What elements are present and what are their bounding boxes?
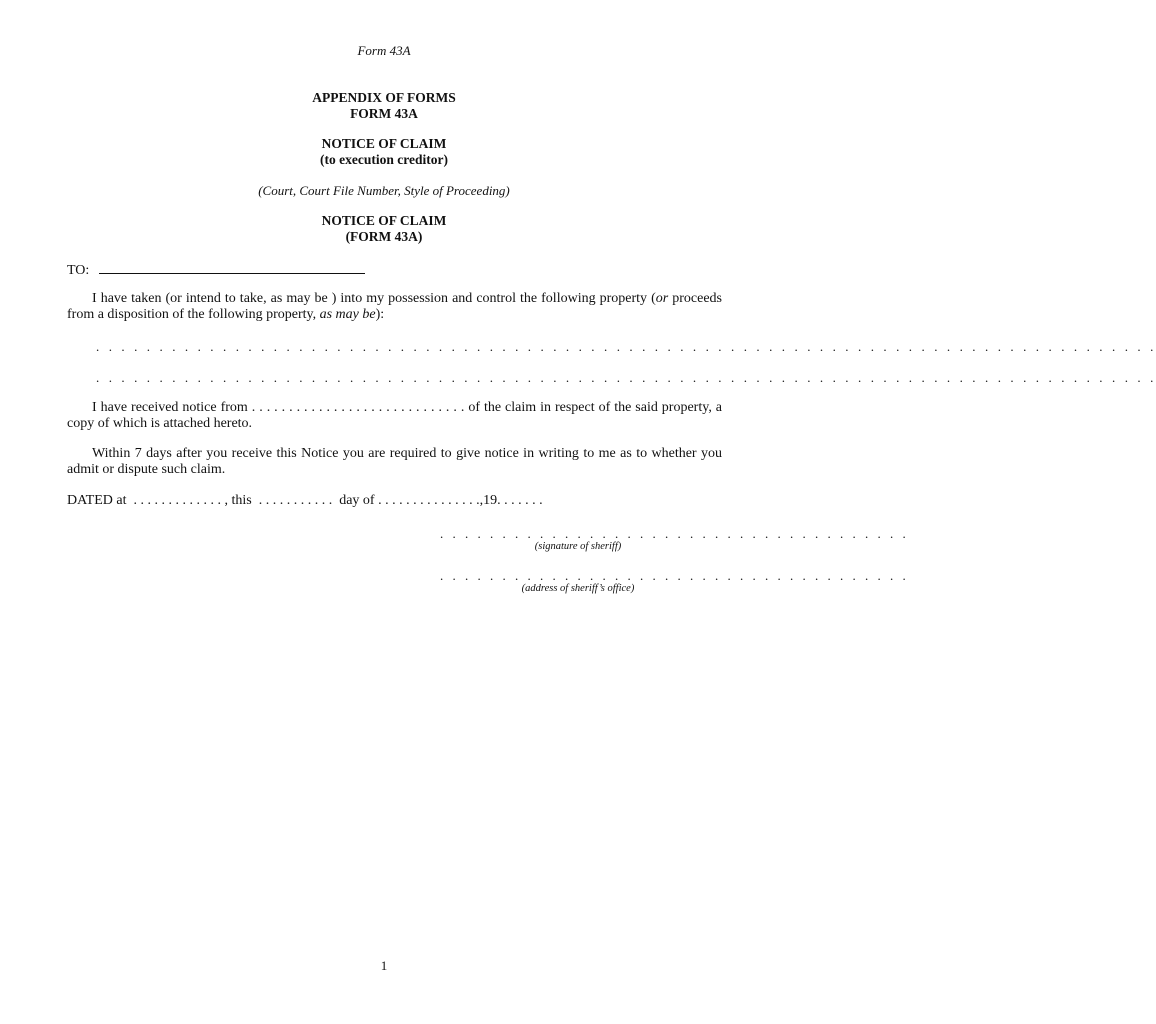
para1-text-c: ):: [375, 307, 385, 322]
appendix-title: APPENDIX OF FORMS: [312, 90, 456, 105]
form-label: (FORM 43A): [345, 229, 423, 244]
para1-or: or: [655, 291, 669, 306]
address-caption: (address of sheriff’s office): [521, 583, 635, 594]
appendix-heading: [0, 90, 768, 122]
notice-title-2: NOTICE OF CLAIM: [321, 213, 447, 228]
form-number: FORM 43A: [350, 106, 418, 121]
to-blank-line: [99, 261, 365, 274]
property-dot-line-2: . . . . . . . . . . . . . . . . . . . . . . . . . . . . . . . . . . . . . . . . . . . . . . . . . . . . . . . . . . . . . . . . . . . . . . . . . . . . . . . . . . . .: [96, 370, 1156, 385]
signature-caption: (signature of sheriff): [534, 541, 622, 552]
paragraph-within-7-days: Within 7 days after you receive this Notice you are required to give notice in writing to me as to whether you admit or dispute such claim.: [67, 446, 722, 477]
running-header: Form 43A: [357, 43, 411, 58]
para2-text-a: I have received notice from: [92, 400, 248, 415]
claimant-dots: . . . . . . . . . . . . . . . . . . . . . . . . . . . . .: [247, 400, 469, 415]
notice-heading: [0, 136, 768, 168]
para1-text-b: proceeds from a disposition of the following property,: [67, 291, 722, 322]
signature-dot-line: . . . . . . . . . . . . . . . . . . . . . . . . . . . . . . . . . . . . . .: [440, 526, 909, 541]
to-line: [67, 261, 722, 279]
para1-as-may-be: as may be: [319, 307, 376, 322]
notice-heading-2: [0, 213, 768, 245]
style-of-proceeding: (Court, Court File Number, Style of Proceeding): [258, 183, 510, 198]
para1-text-a: I have taken (or intend to take, as may be ) into my possession and control the following property (: [92, 291, 656, 306]
page-number: 1: [380, 958, 388, 973]
paragraph-property: [67, 291, 722, 323]
to-label: TO:: [67, 263, 90, 278]
address-dot-line: . . . . . . . . . . . . . . . . . . . . . . . . . . . . . . . . . . . . . .: [440, 568, 909, 583]
dated-line: DATED at . . . . . . . . . . . . . , this . . . . . . . . . . . day of . . . . . . . . . . . . . . .,19. . . . . . .: [67, 493, 543, 508]
paragraph-notice-received: [67, 400, 722, 432]
property-dot-line-1: . . . . . . . . . . . . . . . . . . . . . . . . . . . . . . . . . . . . . . . . . . . . . . . . . . . . . . . . . . . . . . . . . . . . . . . . . . . . . . . . . . . .: [96, 339, 1156, 354]
para2-text-b: of the claim in respect of the said property, a copy of which is attached hereto.: [67, 400, 722, 431]
notice-subtitle: (to execution creditor): [320, 152, 448, 167]
notice-title: NOTICE OF CLAIM: [321, 136, 447, 151]
